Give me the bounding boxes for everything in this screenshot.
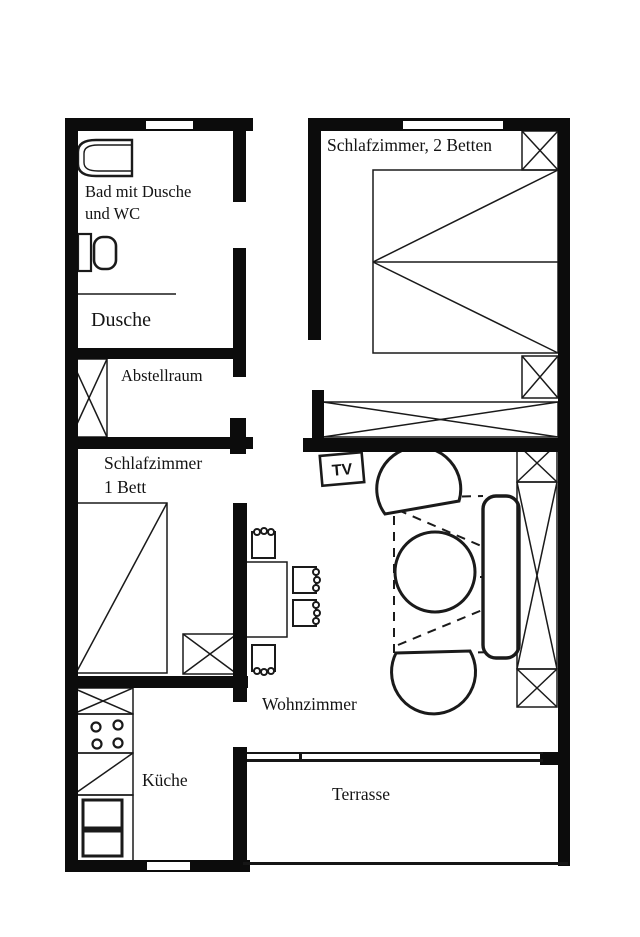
bathroom-label-line1: Bad mit Dusche [85, 182, 192, 201]
tv-label: TV [331, 461, 354, 480]
round-table-icon [395, 532, 475, 612]
armchair-icon [392, 651, 476, 714]
wall-bedroom-left-stub [312, 390, 324, 438]
terrace-edge-bottom [243, 862, 568, 865]
wall-storage-bottom [65, 437, 253, 449]
wall-kitchen-top [65, 676, 248, 688]
kitchen-label: Küche [142, 770, 188, 790]
terrace-door-divider [299, 752, 302, 762]
terrace-door-line [247, 752, 543, 754]
wall-corridor-junction [230, 418, 246, 454]
living-room-label: Wohnzimmer [262, 694, 357, 714]
wall-bathroom-bottom [65, 348, 246, 359]
bathroom-label-line2: und WC [85, 203, 141, 223]
dining-chair [293, 600, 320, 626]
sofa-icon [483, 496, 519, 658]
window-kitchen [147, 862, 190, 870]
nightstand-icon [522, 356, 558, 398]
wall-bedroom-bottom [303, 438, 570, 452]
wall-left-exterior [65, 118, 78, 872]
dining-chair [252, 645, 275, 675]
wardrobe-icon [517, 444, 557, 707]
bedroom-double-label: Schlafzimmer, 2 Betten [327, 135, 493, 155]
window-bathroom [146, 121, 193, 129]
nightstand-icon [183, 634, 237, 674]
storage-label: Abstellraum [121, 366, 203, 385]
wall-bedroom-left [308, 118, 321, 340]
sink-icon [73, 795, 133, 862]
dining-chair [252, 528, 275, 558]
kitchen-counter-icon [73, 688, 133, 714]
terrace-door-line [247, 759, 543, 762]
bathroom-label [85, 181, 191, 225]
window-bedroom [403, 121, 503, 129]
dining-table-icon [243, 562, 287, 637]
armchair-icon [377, 447, 461, 514]
shower-icon [78, 140, 132, 176]
bedroom-single-label [104, 452, 202, 499]
toilet-icon [78, 234, 116, 271]
stove-icon [73, 714, 133, 753]
shower-label: Dusche [91, 309, 151, 331]
wall-bathroom-right-upper [233, 118, 246, 202]
single-bed-icon [76, 503, 167, 673]
wall-right-exterior [558, 118, 570, 866]
tv-icon [320, 452, 364, 486]
dining-chair [293, 567, 320, 593]
nightstand-icon [522, 131, 558, 170]
double-bed-icon [373, 170, 558, 353]
wall-corridor-mid [233, 503, 247, 702]
bedroom-single-label-line1: Schlafzimmer [104, 453, 203, 473]
bedroom-single-label-line2: 1 Bett [104, 476, 147, 497]
bedroom-wardrobe-icon [323, 402, 558, 437]
wall-kitchen-right [233, 747, 247, 863]
terrace-label: Terrasse [332, 784, 391, 804]
worktop-icon [73, 753, 133, 795]
